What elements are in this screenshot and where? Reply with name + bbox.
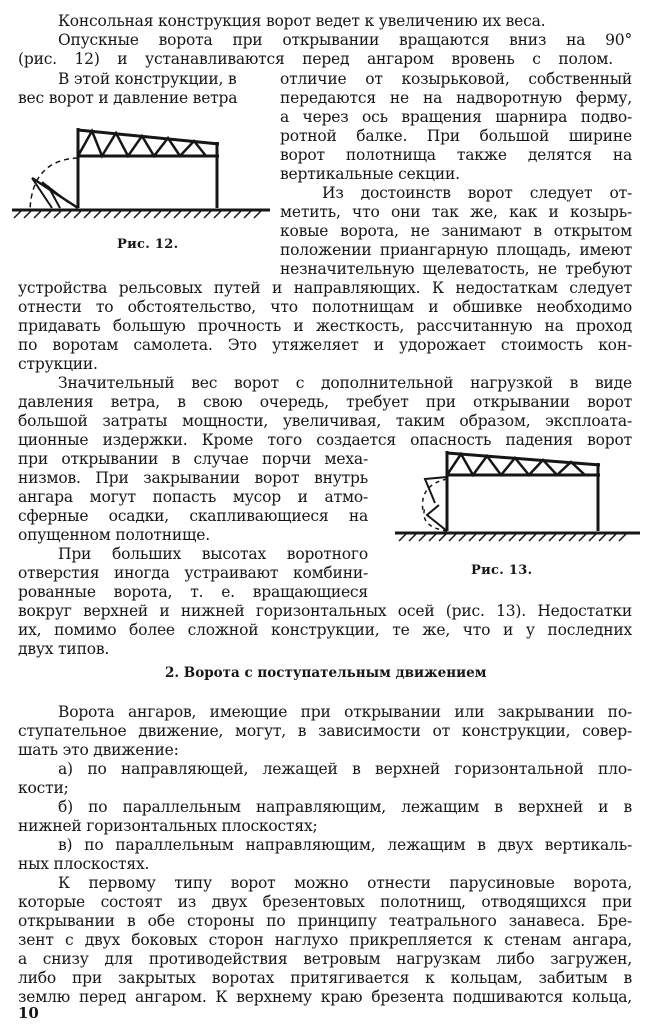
text-line: Значительный вес ворот с дополнительной нагрузкой в виде [58,374,632,392]
text-line: отличие от козырьковой, собственный [280,70,632,88]
text-line: сферные осадки, скапливающиеся на [18,507,368,525]
text-line: б) по параллельным направляющим, лежащим в верхней и в [58,798,632,816]
text-line: вес ворот и давление ветра [18,89,238,107]
text-line: В этой конструкции, в [58,70,237,88]
text-line: При больших высотах воротного [58,545,368,563]
text-line: нижней горизонтальных плоскостях; [18,817,318,835]
text-line: двух типов. [18,640,110,658]
text-line: положении приангарную площадь, имеют [280,241,632,259]
text-line: их, помимо более сложной конструкции, те же, что и у последних [18,621,632,639]
text-line: давления ветра, в свою очередь, требует при открывании ворот [18,393,632,411]
text-line: незначительную щелеватость, не требуют [280,260,632,278]
text-line: а снизу для противодействия ветровым нагрузкам либо загружен, [18,950,632,968]
text-line: ворот полотнища также делятся на [280,146,632,164]
text-line: метить, что они так же, как и козырь- [280,203,632,221]
text-line: ангара могут попасть мусор и атмо- [18,488,368,506]
text-line: ционные издержки. Кроме того создается опасность падения ворот [18,431,632,449]
text-line: рованные ворота, т. е. вращающиеся [18,583,368,601]
text-line: землю перед ангаром. К верхнему краю брезента подшиваются кольца, [18,988,632,1006]
text-line: Ворота ангаров, имеющие при открывании или закрывании по- [58,703,632,721]
figure-12-caption: Рис. 12. [117,237,179,252]
text-line: а) по направляющей, лежащей в верхней горизонтальной пло- [58,760,632,778]
text-line: вертикальные секции. [280,165,460,183]
text-line: ных плоскостях. [18,855,150,873]
text-line: ротной балке. При большой ширине [280,127,632,145]
figure-12-drawing [12,118,270,223]
text-line: по воротам самолета. Это утяжеляет и удорожает стоимость кон- [18,336,632,354]
text-line: отнести то обстоятельство, что полотнищам и обшивке необходимо [18,298,632,316]
text-line: (рис. 12) и устанавливаются перед ангаром вровень с полом. [18,50,613,68]
text-line: шать это движение: [18,741,179,759]
text-line: устройства рельсовых путей и направляющих. К недостаткам следует [18,279,632,297]
text-line: открывании в обе стороны по принципу театрального занавеса. Бре- [18,912,632,930]
text-line: в) по параллельным направляющим, лежащим в двух вертикаль- [58,836,632,854]
page-number: 10 [18,1004,39,1022]
text-line: при открывании в случае порчи меха- [18,450,368,468]
text-line: Из достоинств ворот следует от- [322,184,632,202]
text-line: вокруг верхней и нижней горизонтальных осей (рис. 13). Недостатки [18,602,632,620]
text-line: опущенном полотнище. [18,526,210,544]
text-line: которые состоят из двух брезентовых полотнищ, отводящихся при [18,893,632,911]
text-line: а через ось вращения шарнира подво- [280,108,632,126]
section-heading: 2. Ворота с поступательным движением [165,665,487,681]
text-line: передаются не на надворотную ферму, [280,89,632,107]
text-line: Консольная конструкция ворот ведет к увеличению их веса. [58,12,546,30]
text-line: либо при закрытых воротах притягивается к кольцам, забитым в [18,969,632,987]
text-line: зент с двух боковых сторон наглухо прикрепляется к стенам ангара, [18,931,632,949]
text-line: отверстия иногда устраивают комбини- [18,564,368,582]
text-line: К первому типу ворот можно отнести парусиновые ворота, [58,874,632,892]
text-line: ковые ворота, не занимают в открытом [280,222,632,240]
figure-13-drawing [395,445,640,550]
text-line: ступательное движение, могут, в зависимости от конструкции, совер- [18,722,632,740]
figure-13-caption: Рис. 13. [471,563,533,578]
text-line: низмов. При закрывании ворот внутрь [18,469,368,487]
text-line: кости; [18,779,69,797]
text-line: струкции. [18,355,98,373]
text-line: придавать большую прочность и жесткость, рассчитанную на проход [18,317,632,335]
text-line: большой затраты мощности, увеличивая, таким образом, эксплоата- [18,412,632,430]
text-line: Опускные ворота при открывании вращаются вниз на 90° [58,31,632,49]
